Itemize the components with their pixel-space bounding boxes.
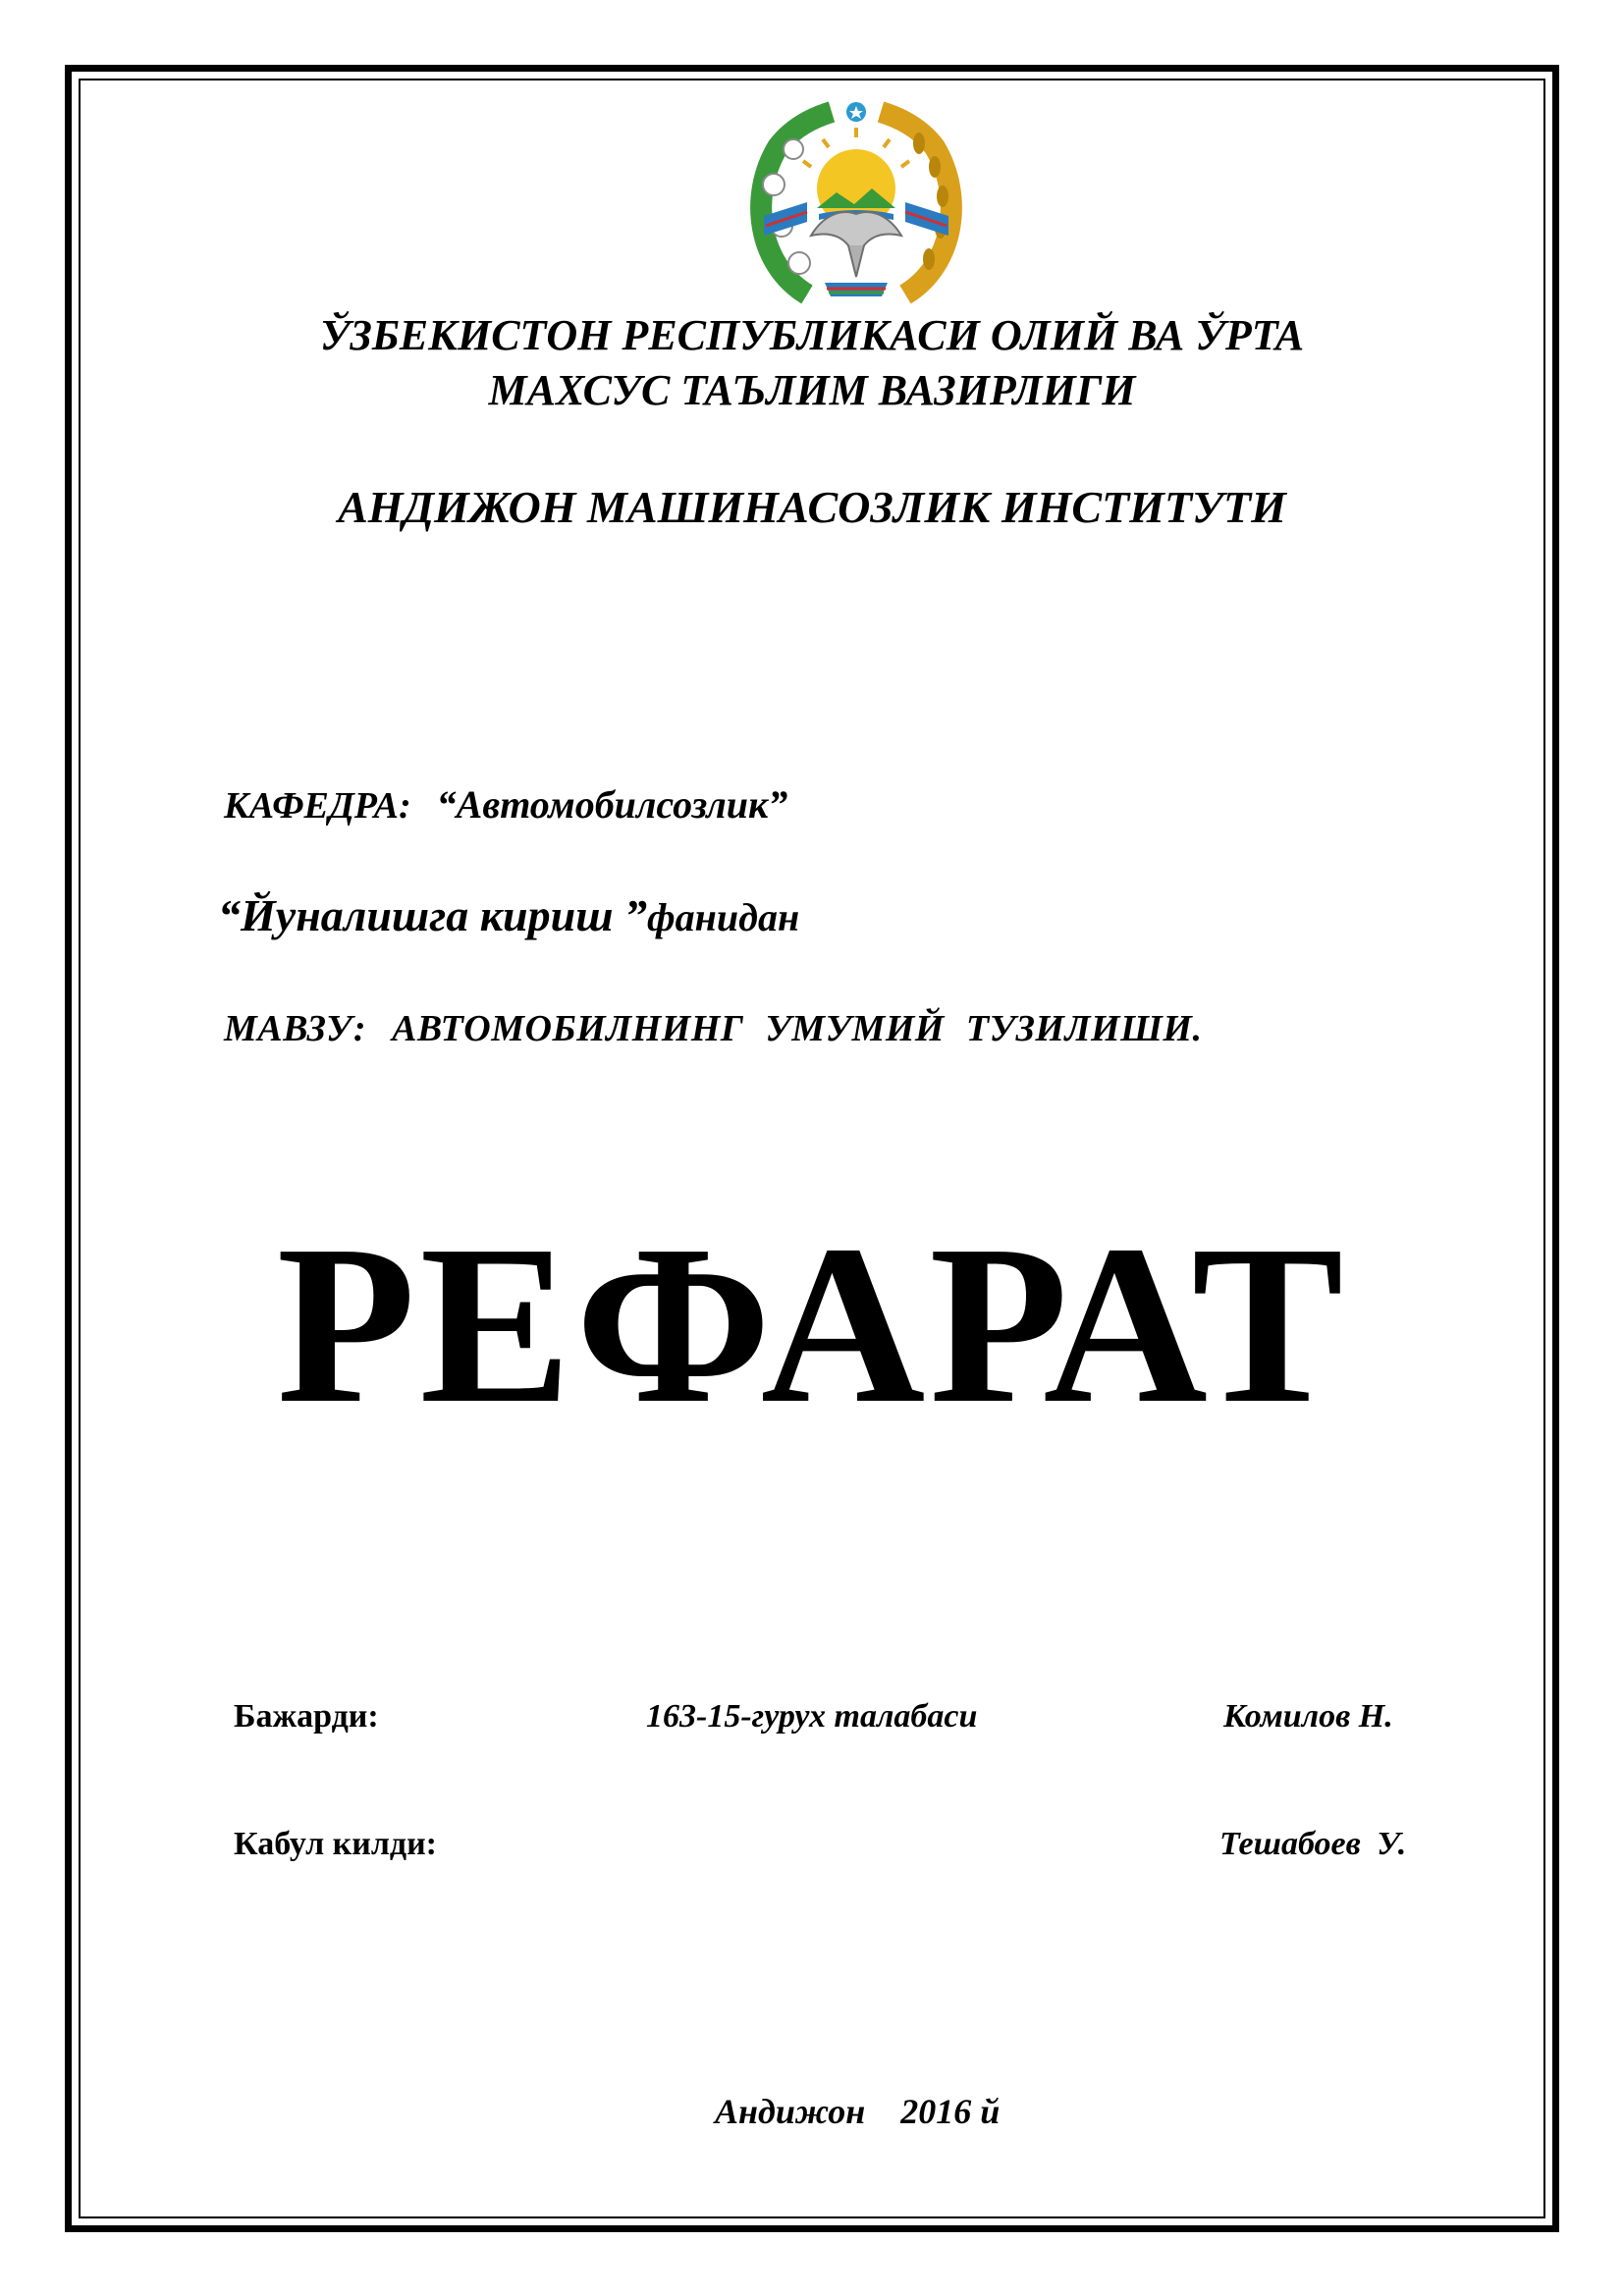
footer-year: 2016 й bbox=[900, 2092, 1001, 2131]
performed-label: Бажарди: bbox=[234, 1698, 379, 1735]
ministry-line-2: МАХСУС ТАЪЛИМ ВАЗИРЛИГИ bbox=[488, 366, 1136, 414]
kafedra-label: КАФЕДРА: bbox=[224, 785, 411, 827]
student-name: Комилов Н. bbox=[1223, 1698, 1393, 1735]
student-group: 163-15-гурух талабаси bbox=[646, 1698, 978, 1735]
teacher-name: Тешабоев У. bbox=[1219, 1826, 1407, 1862]
state-emblem-icon bbox=[738, 98, 974, 306]
topic-line bbox=[224, 1007, 1202, 1050]
ministry-line-1: ЎЗБЕКИСТОН РЕСПУБЛИКАСИ ОЛИЙ ВА ЎРТА bbox=[319, 311, 1305, 359]
subject-line bbox=[218, 889, 799, 941]
accepted-label: Кабул килди: bbox=[234, 1826, 438, 1862]
footer-city: Андижон bbox=[715, 2092, 866, 2131]
subject-name: “Йуналишга кириш ” bbox=[218, 890, 648, 940]
subject-suffix: фанидан bbox=[647, 895, 800, 939]
footer-place-date bbox=[715, 2091, 1000, 2132]
kafedra-line bbox=[224, 781, 787, 828]
topic-label: МАВЗУ: bbox=[224, 1008, 367, 1049]
document-type-title: РЕФАРАТ bbox=[276, 1199, 1348, 1451]
institute-name: АНДИЖОН МАШИНАСОЗЛИК ИНСТИТУТИ bbox=[338, 482, 1286, 532]
topic-value: АВТОМОБИЛНИНГ УМУМИЙ ТУЗИЛИШИ. bbox=[392, 1008, 1203, 1049]
kafedra-value: “Автомобилсозлик” bbox=[436, 782, 788, 827]
